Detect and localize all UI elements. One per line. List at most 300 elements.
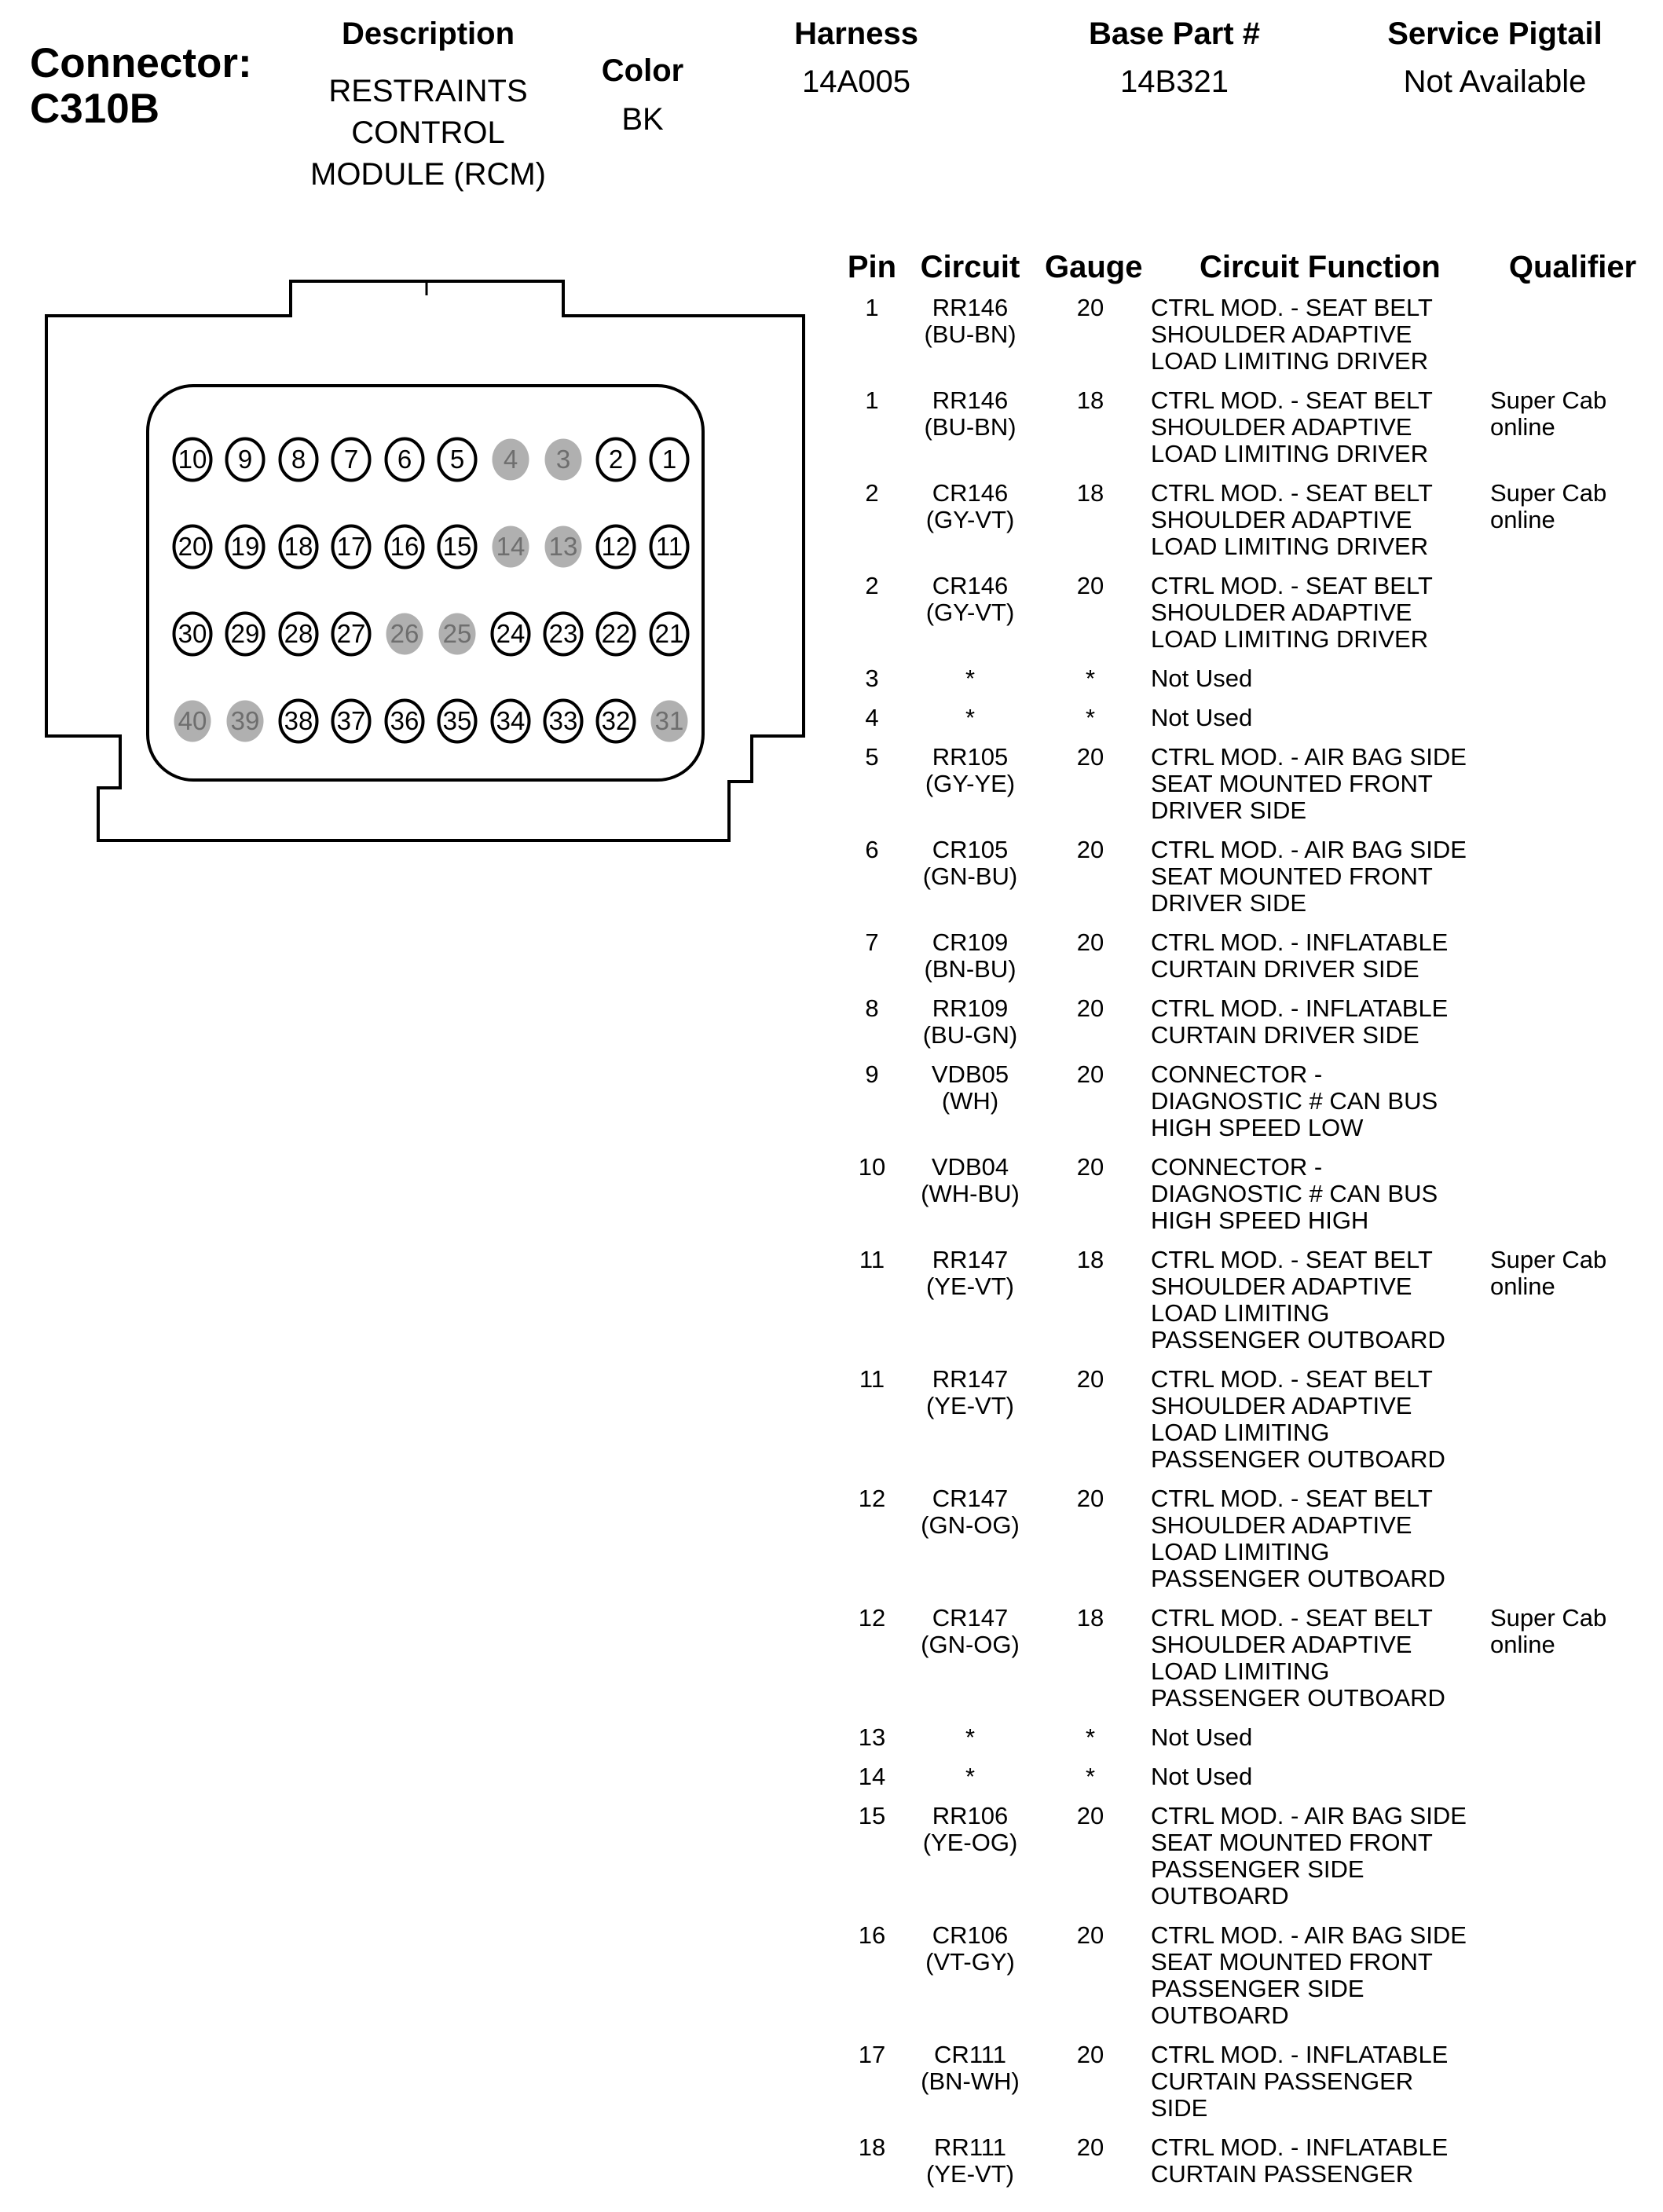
- table-row: [833, 1154, 1663, 1234]
- cell-circuit-function: [1151, 665, 1512, 692]
- cell-circuit-function: [1151, 1366, 1512, 1473]
- cell-circuit: [907, 2042, 1033, 2095]
- field-color-label: Color: [601, 53, 684, 88]
- cell-pin: 14: [858, 1763, 886, 1790]
- cell-pin: 4: [865, 704, 879, 731]
- cell-pin: 5: [865, 743, 879, 771]
- pin-30: [174, 613, 211, 655]
- circuit-function-line: SHOULDER ADAPTIVE: [1151, 1392, 1412, 1419]
- field-value-line: 14A005: [802, 64, 910, 99]
- field-value-line: MODULE (RCM): [310, 157, 546, 192]
- circuit-function-line: CURTAIN PASSENGER: [1151, 2160, 1414, 2188]
- circuit-code: RR105: [932, 743, 1009, 771]
- cell-circuit-function: [1151, 387, 1512, 467]
- cell-pin: 10: [858, 1153, 886, 1181]
- table-row: [833, 1605, 1663, 1712]
- field-value-line: Not Available: [1403, 64, 1587, 99]
- cell-gauge: *: [1085, 1723, 1096, 1751]
- circuit-color-code: (BN-WH): [921, 2067, 1020, 2095]
- field-description-value: [271, 71, 585, 196]
- pin-number: 4: [503, 445, 518, 474]
- pin-number: 34: [496, 706, 526, 735]
- cell-circuit-function: [1151, 837, 1512, 917]
- pin-number: 24: [496, 619, 526, 648]
- cell-circuit-function: [1151, 1605, 1512, 1712]
- circuit-code: RR106: [932, 1802, 1009, 1829]
- circuit-code: *: [965, 704, 976, 731]
- circuit-function-line: CTRL MOD. - INFLATABLE: [1151, 2041, 1449, 2068]
- circuit-function-line: LOAD LIMITING DRIVER: [1151, 625, 1429, 653]
- circuit-function-line: CTRL MOD. - SEAT BELT: [1151, 1365, 1433, 1393]
- circuit-function-line: CURTAIN DRIVER SIDE: [1151, 955, 1419, 983]
- cell-circuit: [907, 387, 1033, 441]
- circuit-function-line: SEAT MOUNTED FRONT: [1151, 770, 1433, 797]
- circuit-function-line: SHOULDER ADAPTIVE: [1151, 320, 1412, 348]
- circuit-color-code: (BU-GN): [922, 1021, 1018, 1049]
- circuit-function-line: CTRL MOD. - INFLATABLE: [1151, 2133, 1449, 2161]
- circuit-function-line: LOAD LIMITING DRIVER: [1151, 440, 1429, 467]
- cell-gauge: 18: [1076, 479, 1104, 507]
- circuit-color-code: (GY-VT): [925, 506, 1015, 533]
- column-header-pin: Pin: [847, 250, 897, 284]
- table-row: [833, 1485, 1663, 1592]
- pin-37: [333, 701, 370, 742]
- circuit-function-line: SHOULDER ADAPTIVE: [1151, 506, 1412, 533]
- circuit-color-code: (YE-VT): [926, 1273, 1014, 1300]
- circuit-function-line: PASSENGER SIDE: [1151, 1855, 1364, 1883]
- cell-pin: 6: [865, 836, 879, 863]
- pin-number: 20: [178, 532, 207, 561]
- pin-number: 16: [390, 532, 419, 561]
- table-row: [833, 995, 1663, 1049]
- qualifier-line: Super Cab: [1490, 386, 1607, 414]
- qualifier-line: Super Cab: [1490, 1246, 1607, 1273]
- pin-35: [439, 701, 476, 742]
- circuit-code: *: [965, 1763, 976, 1790]
- cell-circuit: [907, 837, 1033, 890]
- circuit-function-line: HIGH SPEED LOW: [1151, 1114, 1364, 1141]
- pin-number: 10: [178, 445, 207, 474]
- circuit-code: VDB05: [931, 1060, 1009, 1088]
- connector-title: [30, 41, 252, 132]
- table-row: [833, 1803, 1663, 1910]
- circuit-code: RR147: [932, 1365, 1009, 1393]
- field-color-value: [564, 99, 721, 141]
- pinout-table: [833, 0, 1663, 2212]
- circuit-function-line: CTRL MOD. - SEAT BELT: [1151, 386, 1433, 414]
- connector-label: Connector:: [30, 40, 252, 86]
- cell-circuit: [907, 1154, 1033, 1207]
- pin-4: [493, 439, 529, 481]
- circuit-function-line: OUTBOARD: [1151, 2001, 1289, 2029]
- cell-gauge: 20: [1076, 572, 1104, 599]
- column-header-circuit-function: Circuit Function: [1200, 250, 1441, 284]
- cell-gauge: *: [1085, 1763, 1096, 1790]
- cell-circuit-function: [1151, 929, 1512, 983]
- pin-number: 30: [178, 619, 207, 648]
- cell-pin: 2: [865, 479, 879, 507]
- circuit-color-code: (YE-OG): [922, 1829, 1018, 1856]
- qualifier-line: online: [1490, 1631, 1555, 1658]
- circuit-function-line: CTRL MOD. - SEAT BELT: [1151, 1485, 1433, 1512]
- circuit-function-line: CTRL MOD. - AIR BAG SIDE: [1151, 743, 1467, 771]
- cell-circuit: [907, 1605, 1033, 1658]
- circuit-function-line: DIAGNOSTIC # CAN BUS: [1151, 1180, 1438, 1207]
- cell-circuit: [907, 1366, 1033, 1419]
- pin-number: 33: [548, 706, 578, 735]
- circuit-code: VDB04: [931, 1153, 1009, 1181]
- circuit-code: CR147: [932, 1485, 1009, 1512]
- pin-32: [598, 701, 635, 742]
- circuit-function-line: SHOULDER ADAPTIVE: [1151, 599, 1412, 626]
- pin-21: [651, 613, 688, 655]
- cell-circuit: [907, 1061, 1033, 1115]
- pin-number: 29: [230, 619, 260, 648]
- cell-gauge: 20: [1076, 2133, 1104, 2161]
- circuit-function-line: CURTAIN DRIVER SIDE: [1151, 1021, 1419, 1049]
- circuit-function-line: Not Used: [1151, 1763, 1253, 1790]
- cell-qualifier: [1490, 387, 1663, 441]
- cell-pin: 7: [865, 928, 879, 956]
- field-value-line: CONTROL: [351, 115, 505, 150]
- pin-27: [333, 613, 370, 655]
- circuit-function-line: Not Used: [1151, 704, 1253, 731]
- circuit-function-line: SHOULDER ADAPTIVE: [1151, 413, 1412, 441]
- circuit-function-line: CTRL MOD. - SEAT BELT: [1151, 1604, 1433, 1632]
- circuit-color-code: (VT-GY): [925, 1948, 1015, 1976]
- cell-circuit-function: [1151, 1763, 1512, 1790]
- pin-number: 23: [548, 619, 578, 648]
- pin-26: [386, 613, 423, 655]
- circuit-code: CR147: [932, 1604, 1009, 1632]
- field-value-line: BK: [621, 102, 664, 137]
- qualifier-line: Super Cab: [1490, 479, 1607, 507]
- table-row: [833, 1061, 1663, 1141]
- circuit-function-line: SHOULDER ADAPTIVE: [1151, 1273, 1412, 1300]
- cell-pin: 11: [859, 1365, 885, 1393]
- circuit-function-line: CTRL MOD. - SEAT BELT: [1151, 294, 1433, 321]
- cell-gauge: 20: [1076, 294, 1104, 321]
- pin-25: [439, 613, 476, 655]
- table-row: [833, 2134, 1663, 2188]
- qualifier-line: online: [1490, 1273, 1555, 1300]
- circuit-function-line: SEAT MOUNTED FRONT: [1151, 1829, 1433, 1856]
- pin-10: [174, 439, 211, 481]
- pin-number: 11: [655, 532, 683, 561]
- connector-id: C310B: [30, 86, 159, 132]
- circuit-function-line: Not Used: [1151, 1723, 1253, 1751]
- cell-circuit: [907, 995, 1033, 1049]
- cell-circuit-function: [1151, 1247, 1512, 1353]
- cell-circuit-function: [1151, 1724, 1512, 1751]
- circuit-function-line: SEAT MOUNTED FRONT: [1151, 862, 1433, 890]
- table-row: [833, 665, 1663, 692]
- circuit-function-line: LOAD LIMITING DRIVER: [1151, 347, 1429, 375]
- cell-circuit: [907, 480, 1033, 533]
- table-row: [833, 744, 1663, 824]
- cell-gauge: 20: [1076, 1921, 1104, 1949]
- table-row: [833, 1922, 1663, 2029]
- circuit-color-code: (BU-BN): [924, 320, 1016, 348]
- circuit-color-code: (GY-YE): [925, 770, 1016, 797]
- pin-number: 21: [654, 619, 684, 648]
- pin-23: [545, 613, 582, 655]
- circuit-color-code: (BU-BN): [924, 413, 1016, 441]
- circuit-function-line: PASSENGER OUTBOARD: [1151, 1684, 1445, 1712]
- cell-circuit-function: [1151, 2134, 1512, 2188]
- circuit-function-line: DRIVER SIDE: [1151, 889, 1307, 917]
- circuit-function-line: CONNECTOR -: [1151, 1060, 1323, 1088]
- cell-circuit-function: [1151, 1922, 1512, 2029]
- pin-number: 35: [442, 706, 472, 735]
- pin-17: [333, 526, 370, 568]
- pin-number: 36: [390, 706, 419, 735]
- pin-20: [174, 526, 211, 568]
- pin-number: 40: [178, 706, 207, 735]
- circuit-code: CR146: [932, 572, 1009, 599]
- table-row: [833, 1763, 1663, 1790]
- pin-number: 6: [397, 445, 412, 474]
- circuit-color-code: (GN-OG): [921, 1511, 1020, 1539]
- cell-pin: 13: [858, 1723, 886, 1751]
- cell-qualifier: [1490, 1247, 1663, 1300]
- circuit-function-line: SHOULDER ADAPTIVE: [1151, 1631, 1412, 1658]
- cell-gauge: *: [1085, 704, 1096, 731]
- cell-pin: 18: [858, 2133, 886, 2161]
- circuit-code: CR146: [932, 479, 1009, 507]
- circuit-function-line: CTRL MOD. - SEAT BELT: [1151, 479, 1433, 507]
- pin-34: [493, 701, 529, 742]
- circuit-code: RR147: [932, 1246, 1009, 1273]
- circuit-code: RR111: [934, 2133, 1006, 2161]
- circuit-color-code: (GN-BU): [922, 862, 1018, 890]
- circuit-color-code: (GN-OG): [921, 1631, 1020, 1658]
- pin-number: 7: [343, 445, 359, 474]
- table-row: [833, 387, 1663, 467]
- cell-gauge: 20: [1076, 928, 1104, 956]
- cell-circuit: [907, 1724, 1033, 1751]
- circuit-function-line: Not Used: [1151, 665, 1253, 692]
- cell-pin: 2: [865, 572, 879, 599]
- pin-5: [439, 439, 476, 481]
- circuit-function-line: DIAGNOSTIC # CAN BUS: [1151, 1087, 1438, 1115]
- pin-36: [386, 701, 423, 742]
- cell-gauge: 20: [1076, 743, 1104, 771]
- cell-pin: 12: [858, 1604, 886, 1632]
- pin-number: 15: [442, 532, 472, 561]
- pin-number: 8: [291, 445, 306, 474]
- field-harness-label: Harness: [794, 16, 918, 51]
- circuit-code: RR146: [932, 386, 1009, 414]
- connector-diagram: [31, 267, 817, 852]
- pin-33: [545, 701, 582, 742]
- pin-number: 39: [230, 706, 260, 735]
- cell-circuit: [907, 2134, 1033, 2188]
- circuit-code: CR106: [932, 1921, 1009, 1949]
- field-color: [564, 0, 721, 220]
- pin-29: [227, 613, 264, 655]
- table-row: [833, 929, 1663, 983]
- cell-circuit: [907, 1803, 1033, 1856]
- pin-1: [651, 439, 688, 481]
- pin-number: 12: [601, 532, 631, 561]
- pin-number: 1: [661, 445, 677, 474]
- cell-circuit: [907, 665, 1033, 692]
- cell-circuit-function: [1151, 2042, 1512, 2122]
- pin-40: [174, 701, 211, 742]
- circuit-function-line: LOAD LIMITING: [1151, 1538, 1330, 1566]
- circuit-function-line: SEAT MOUNTED FRONT: [1151, 1948, 1433, 1976]
- pin-number: 31: [654, 706, 684, 735]
- pin-15: [439, 526, 476, 568]
- pin-number: 2: [608, 445, 624, 474]
- circuit-function-line: LOAD LIMITING: [1151, 1657, 1330, 1685]
- field-value-line: RESTRAINTS: [328, 74, 528, 108]
- cell-circuit-function: [1151, 744, 1512, 824]
- circuit-code: RR146: [932, 294, 1009, 321]
- cell-circuit-function: [1151, 705, 1512, 731]
- circuit-function-line: SIDE: [1151, 2094, 1208, 2122]
- table-body: [833, 295, 1663, 2200]
- table-row: [833, 1366, 1663, 1473]
- pin-6: [386, 439, 423, 481]
- pin-number: 9: [237, 445, 253, 474]
- pin-16: [386, 526, 423, 568]
- pin-12: [598, 526, 635, 568]
- pin-number: 14: [496, 532, 526, 561]
- pin-number: 3: [555, 445, 571, 474]
- cell-pin: 17: [858, 2041, 886, 2068]
- pin-number: 22: [601, 619, 631, 648]
- table-row: [833, 1724, 1663, 1751]
- circuit-color-code: (WH-BU): [921, 1180, 1020, 1207]
- circuit-function-line: PASSENGER SIDE: [1151, 1975, 1364, 2002]
- table-row: [833, 837, 1663, 917]
- cell-pin: 15: [858, 1802, 886, 1829]
- column-header-circuit: Circuit: [920, 250, 1020, 284]
- cell-pin: 8: [865, 994, 879, 1022]
- pin-number: 38: [284, 706, 313, 735]
- field-service-pigtail-label: Service Pigtail: [1387, 16, 1603, 51]
- circuit-code: *: [965, 665, 976, 692]
- cell-circuit: [907, 1922, 1033, 1976]
- cell-pin: 1: [865, 294, 879, 321]
- cell-gauge: 20: [1076, 1365, 1104, 1393]
- cell-circuit-function: [1151, 995, 1512, 1049]
- circuit-function-line: DRIVER SIDE: [1151, 797, 1307, 824]
- cell-gauge: 18: [1076, 386, 1104, 414]
- qualifier-line: Super Cab: [1490, 1604, 1607, 1632]
- cell-circuit-function: [1151, 295, 1512, 375]
- pin-number: 18: [284, 532, 313, 561]
- pin-19: [227, 526, 264, 568]
- table-row: [833, 295, 1663, 375]
- table-row: [833, 1247, 1663, 1353]
- table-row: [833, 480, 1663, 560]
- circuit-code: RR109: [932, 994, 1009, 1022]
- field-value-line: 14B321: [1120, 64, 1229, 99]
- circuit-code: CR109: [932, 928, 1009, 956]
- pin-24: [493, 613, 529, 655]
- cell-circuit: [907, 929, 1033, 983]
- circuit-color-code: (YE-VT): [926, 1392, 1014, 1419]
- circuit-color-code: (BN-BU): [924, 955, 1016, 983]
- pin-number: 27: [336, 619, 366, 648]
- cell-circuit: [907, 1247, 1033, 1300]
- cell-circuit: [907, 573, 1033, 626]
- pin-number: 5: [449, 445, 465, 474]
- cell-gauge: 20: [1076, 836, 1104, 863]
- circuit-function-line: CTRL MOD. - AIR BAG SIDE: [1151, 1921, 1467, 1949]
- pin-14: [493, 526, 529, 568]
- cell-circuit-function: [1151, 1154, 1512, 1234]
- pin-number: 19: [230, 532, 260, 561]
- cell-gauge: *: [1085, 665, 1096, 692]
- table-row: [833, 705, 1663, 731]
- cell-pin: 1: [865, 386, 879, 414]
- cell-circuit: [907, 705, 1033, 731]
- circuit-function-line: LOAD LIMITING DRIVER: [1151, 533, 1429, 560]
- field-description-label: Description: [341, 16, 515, 51]
- cell-circuit-function: [1151, 1803, 1512, 1910]
- circuit-color-code: (WH): [941, 1087, 999, 1115]
- pin-2: [598, 439, 635, 481]
- cell-gauge: 20: [1076, 1485, 1104, 1512]
- circuit-color-code: (YE-VT): [926, 2160, 1014, 2188]
- pin-number: 32: [601, 706, 631, 735]
- pin-39: [227, 701, 264, 742]
- cell-qualifier: [1490, 480, 1663, 533]
- cell-circuit-function: [1151, 1061, 1512, 1141]
- cell-circuit: [907, 744, 1033, 797]
- cell-gauge: 20: [1076, 994, 1104, 1022]
- circuit-function-line: CTRL MOD. - AIR BAG SIDE: [1151, 1802, 1467, 1829]
- circuit-code: CR105: [932, 836, 1009, 863]
- field-description: [271, 0, 585, 220]
- column-header-gauge: Gauge: [1045, 250, 1143, 284]
- circuit-code: CR111: [934, 2041, 1006, 2068]
- circuit-function-line: PASSENGER OUTBOARD: [1151, 1565, 1445, 1592]
- cell-gauge: 20: [1076, 1060, 1104, 1088]
- qualifier-line: online: [1490, 413, 1555, 441]
- cell-pin: 16: [858, 1921, 886, 1949]
- pin-number: 28: [284, 619, 313, 648]
- cell-circuit: [907, 1485, 1033, 1539]
- cell-pin: 12: [858, 1485, 886, 1512]
- cell-gauge: 20: [1076, 2041, 1104, 2068]
- circuit-function-line: CTRL MOD. - SEAT BELT: [1151, 572, 1433, 599]
- circuit-code: *: [965, 1723, 976, 1751]
- circuit-function-line: PASSENGER OUTBOARD: [1151, 1326, 1445, 1353]
- pin-number: 37: [336, 706, 366, 735]
- cell-gauge: 18: [1076, 1246, 1104, 1273]
- pin-number: 25: [442, 619, 472, 648]
- circuit-function-line: LOAD LIMITING: [1151, 1419, 1330, 1446]
- table-row: [833, 2042, 1663, 2122]
- pin-7: [333, 439, 370, 481]
- cell-circuit-function: [1151, 1485, 1512, 1592]
- cell-circuit-function: [1151, 480, 1512, 560]
- cell-circuit-function: [1151, 573, 1512, 653]
- pin-number: 17: [336, 532, 366, 561]
- circuit-color-code: (GY-VT): [925, 599, 1015, 626]
- circuit-function-line: CURTAIN PASSENGER: [1151, 2067, 1414, 2095]
- pin-28: [280, 613, 317, 655]
- field-base-part-label: Base Part #: [1089, 16, 1260, 51]
- circuit-function-line: OUTBOARD: [1151, 1882, 1289, 1910]
- pin-number: 26: [390, 619, 419, 648]
- circuit-function-line: CTRL MOD. - INFLATABLE: [1151, 994, 1449, 1022]
